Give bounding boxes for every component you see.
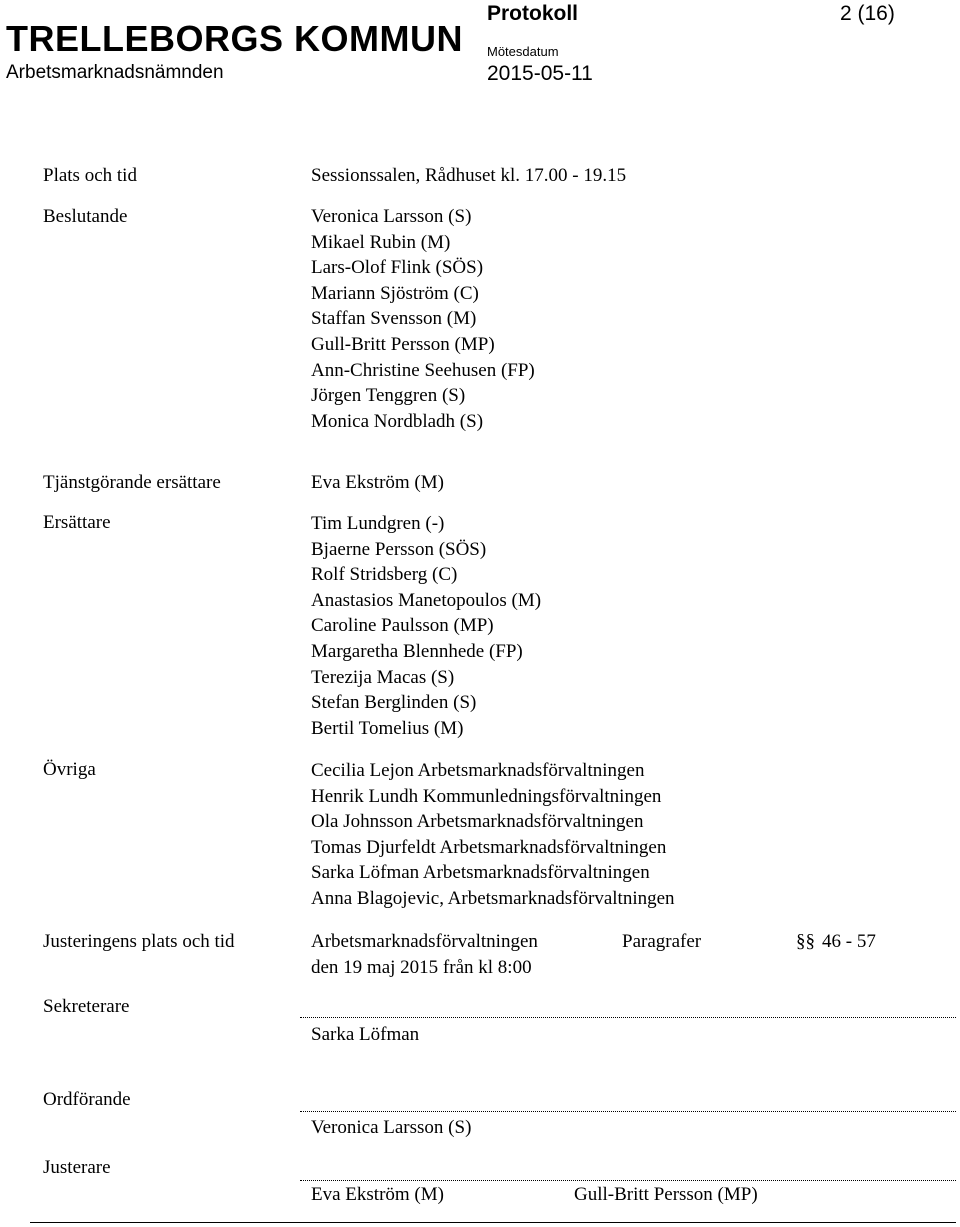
list-item: Rolf Stridsberg (C) xyxy=(311,564,458,586)
paragraphs-value: 46 - 57 xyxy=(822,931,876,952)
list-item: Margaretha Blennhede (FP) xyxy=(311,640,523,662)
adjustment-label: Justeringens plats och tid xyxy=(43,931,235,952)
list-item: Sarka Löfman Arbetsmarknadsförvaltningen xyxy=(311,862,650,884)
deciding-members-list xyxy=(311,204,535,434)
others-list xyxy=(311,758,675,912)
adjuster-name-1: Eva Ekström (M) xyxy=(311,1184,444,1205)
chair-label: Ordförande xyxy=(43,1089,131,1110)
serving-substitute-label: Tjänstgörande ersättare xyxy=(43,472,221,493)
list-item: Mikael Rubin (M) xyxy=(311,231,451,253)
list-item: Jörgen Tenggren (S) xyxy=(311,385,466,407)
place-time-label: Plats och tid xyxy=(43,165,137,186)
list-item: Veronica Larsson (S) xyxy=(311,206,472,227)
department-name: Arbetsmarknadsnämnden xyxy=(6,62,224,83)
others-label: Övriga xyxy=(43,759,96,780)
adjusters-signature-line xyxy=(300,1180,956,1181)
list-item: Tim Lundgren (-) xyxy=(311,513,445,534)
list-item: Lars-Olof Flink (SÖS) xyxy=(311,257,484,279)
list-item: Mariann Sjöström (C) xyxy=(311,282,479,304)
list-item: Cecilia Lejon Arbetsmarknadsförvaltningen xyxy=(311,760,645,781)
list-item: Gull-Britt Persson (MP) xyxy=(311,333,495,355)
adjuster-name-2: Gull-Britt Persson (MP) xyxy=(574,1184,758,1205)
list-item: Anna Blagojevic, Arbetsmarknadsförvaltningen xyxy=(311,887,675,909)
list-item: Terezija Macas (S) xyxy=(311,666,455,688)
organization-name: TRELLEBORGS KOMMUN xyxy=(6,18,463,59)
list-item: Anastasios Manetopoulos (M) xyxy=(311,589,542,611)
secretary-label: Sekreterare xyxy=(43,996,130,1017)
adjustment-place: Arbetsmarknadsförvaltningen xyxy=(311,931,538,952)
bottom-divider xyxy=(30,1222,956,1223)
meeting-date-label: Mötesdatum xyxy=(487,44,559,59)
adjustment-time: den 19 maj 2015 från kl 8:00 xyxy=(311,957,532,978)
secretary-name: Sarka Löfman xyxy=(311,1024,420,1045)
list-item: Ann-Christine Seehusen (FP) xyxy=(311,359,535,381)
list-item: Bjaerne Persson (SÖS) xyxy=(311,538,487,560)
page-number: 2 (16) xyxy=(840,2,895,25)
secretary-signature-line xyxy=(300,1017,956,1018)
list-item: Staffan Svensson (M) xyxy=(311,308,477,330)
list-item: Henrik Lundh Kommunledningsförvaltningen xyxy=(311,785,662,807)
deciding-members-label: Beslutande xyxy=(43,206,128,227)
meeting-date: 2015-05-11 xyxy=(487,62,593,85)
adjusters-label: Justerare xyxy=(43,1157,111,1178)
substitutes-label: Ersättare xyxy=(43,512,111,533)
list-item: Stefan Berglinden (S) xyxy=(311,692,477,714)
paragraphs-label: Paragrafer xyxy=(622,931,702,952)
document-type: Protokoll xyxy=(487,2,579,25)
serving-substitute-value: Eva Ekström (M) xyxy=(311,472,444,493)
list-item: Bertil Tomelius (M) xyxy=(311,717,464,739)
place-time-value: Sessionssalen, Rådhuset kl. 17.00 - 19.15 xyxy=(311,165,627,186)
substitutes-list xyxy=(311,511,541,741)
list-item: Tomas Djurfeldt Arbetsmarknadsförvaltningen xyxy=(311,836,667,858)
chair-signature-line xyxy=(300,1111,956,1112)
paragraph-symbol: §§ xyxy=(796,931,815,952)
chair-name: Veronica Larsson (S) xyxy=(311,1117,472,1138)
list-item: Monica Nordbladh (S) xyxy=(311,410,484,432)
list-item: Caroline Paulsson (MP) xyxy=(311,615,494,637)
list-item: Ola Johnsson Arbetsmarknadsförvaltningen xyxy=(311,811,644,833)
